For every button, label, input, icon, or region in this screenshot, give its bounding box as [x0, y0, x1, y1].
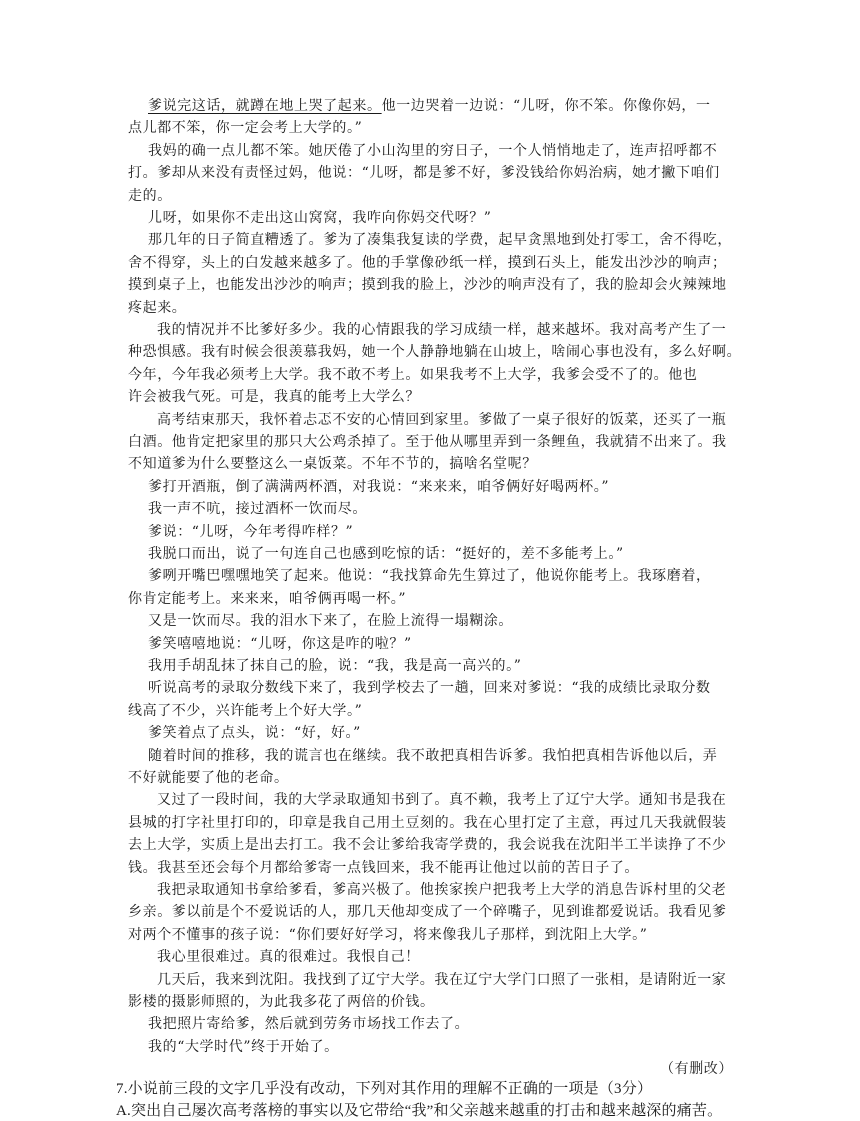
story-line: 点儿都不笨，你一定会考上大学的。” — [128, 120, 363, 137]
story-line: 我把照片寄给爹，然后就到劳务市场找工作去了。 — [148, 1016, 470, 1033]
story-line: 我妈的确一点儿都不笨。她厌倦了小山沟里的穷日子，一个人悄悄地走了，连声招呼都不 — [148, 142, 718, 159]
story-line: 今年，今年我必须考上大学。我不敢不考上。如果我考不上大学，我爹会受不了的。他也 — [128, 366, 698, 383]
story-line: 县城的打字社里打印的，印章是我自己用土豆刻的。我在心里打定了主意，再过几天我就假装 — [128, 814, 727, 831]
story-line: 我用手胡乱抹了抹自己的脸，说：“我，我是高一高兴的。” — [148, 658, 522, 674]
question-option-a: A.突出自己屡次高考落榜的事实以及它带给“我”和父亲越来越重的打击和越来越深的痛苦。 — [116, 1103, 723, 1120]
story-line: 去上大学，实质上是出去打工。我不会让爹给我寄学费的，我会说我在沈阳半工半读挣了不少 — [128, 837, 727, 854]
story-line: 那几年的日子简直糟透了。爹为了凑集我复读的学费，起早贪黑地到处打零工，舍不得吃， — [148, 232, 732, 249]
story-line: 对两个不懂事的孩子说：“你们要好好学习，将来像我儿子那样，到沈阳上大学。” — [128, 926, 648, 943]
story-line: 影楼的摄影师照的，为此我多花了两倍的价钱。 — [128, 994, 435, 1010]
story-line: 你肯定能考上。来来来，咱爷俩再喝一杯。” — [128, 590, 407, 607]
story-line: 爹说完这话，就蹲在地上哭了起来。他一边哭着一边说：“儿呀，你不笨。你像你妈，一 — [148, 98, 711, 114]
story-line: 摸到桌子上，也能发出沙沙的响声；摸到我的脸上，沙沙的响声没有了，我的脸却会火辣辣地 — [128, 277, 727, 294]
story-line: 我的“大学时代”终于开始了。 — [148, 1038, 339, 1055]
question-stem: 7.小说前三段的文字几乎没有改动，下列对其作用的理解不正确的一项是（3分） — [116, 1081, 653, 1098]
source-note: （有删改） — [660, 1061, 733, 1078]
story-line: 走的。 — [128, 187, 172, 204]
story-line: 打。爹却从来没有责怪过妈，他说：“儿呀，都是爹不好，爹没钱给你妈治病，她才撇下咱们 — [128, 165, 720, 182]
story-line: 爹说：“儿呀，今年考得咋样？” — [148, 523, 354, 540]
story-line: 不好就能要了他的老命。 — [128, 770, 289, 786]
story-line: 随着时间的推移，我的谎言也在继续。我不敢把真相告诉爹。我怕把真相告诉他以后，弄 — [148, 747, 718, 764]
underlined-sentence: 爹说完这话，就蹲在地上哭了起来。 — [148, 98, 382, 114]
story-line: 又是一饮而尽。我的泪水下来了，在脸上流得一塌糊涂。 — [148, 613, 513, 630]
story-line: 舍不得穿，头上的白发越来越多了。他的手掌像砂纸一样，摸到石头上，能发出沙沙的响声； — [128, 254, 727, 271]
story-line: 疼起来。 — [128, 299, 187, 316]
story-line: 我把录取通知书拿给爹看，爹高兴极了。他挨家挨户把我考上大学的消息告诉村里的父老 — [157, 882, 727, 898]
story-line: 爹打开酒瓶，倒了满满两杯酒，对我说：“来来来，咱爷俩好好喝两杯。” — [148, 478, 610, 495]
story-line: 钱。我甚至还会每个月都给爹寄一点钱回来，我不能再让他过以前的苦日子了。 — [128, 859, 639, 876]
story-line: 我一声不吭，接过酒杯一饮而尽。 — [148, 501, 367, 518]
story-line: 我脱口而出，说了一句连自己也感到吃惊的话：“挺好的，差不多能考上。” — [148, 546, 624, 562]
story-line: 听说高考的录取分数线下来了，我到学校去了一趟，回来对爹说：“我的成绩比录取分数 — [148, 680, 711, 697]
story-line: 我的情况并不比爹好多少。我的心情跟我的学习成绩一样，越来越坏。我对高考产生了一 — [157, 322, 727, 338]
story-line: 又过了一段时间，我的大学录取通知书到了。真不赖，我考上了辽宁大学。通知书是我在 — [157, 792, 727, 809]
story-line: 儿呀，如果你不走出这山窝窝，我咋向你妈交代呀？” — [148, 210, 492, 226]
story-line: 几天后，我来到沈阳。我找到了辽宁大学。我在辽宁大学门口照了一张相，是请附近一家 — [157, 971, 727, 988]
story-line: 不知道爹为什么要整这么一桌饭菜。不年不节的，搞啥名堂呢？ — [128, 456, 537, 473]
story-line: 乡亲。爹以前是个不爱说话的人，那几天他却变成了一个碎嘴子，见到谁都爱说话。我看见爹 — [128, 904, 727, 921]
story-line: 种恐惧感。我有时候会很羡慕我妈，她一个人静静地躺在山坡上，啥闹心事也没有，多么好啊。 — [128, 344, 742, 361]
story-line: 爹咧开嘴巴嘿嘿地笑了起来。他说：“我找算命先生算过了，他说你能考上。我琢磨着， — [148, 568, 711, 585]
story-line: 高考结束那天，我怀着忐忑不安的心情回到家里。爹做了一桌子很好的饭菜，还买了一瓶 — [157, 411, 727, 428]
story-line: 爹笑嘻嘻地说：“儿呀，你这是咋的啦？” — [148, 635, 412, 652]
story-line: 白酒。他肯定把家里的那只大公鸡杀掉了。至于他从哪里弄到一条鲤鱼，我就猜不出来了。我 — [128, 434, 727, 450]
story-line: 我心里很难过。真的很难过。我恨自己！ — [157, 949, 420, 966]
story-line: 线高了不少，兴许能考上个好大学。” — [128, 702, 363, 719]
story-line: 爹笑着点了点头，说：“好，好。” — [148, 725, 361, 742]
story-line: 许会被我气死。可是，我真的能考上大学么？ — [128, 389, 420, 406]
